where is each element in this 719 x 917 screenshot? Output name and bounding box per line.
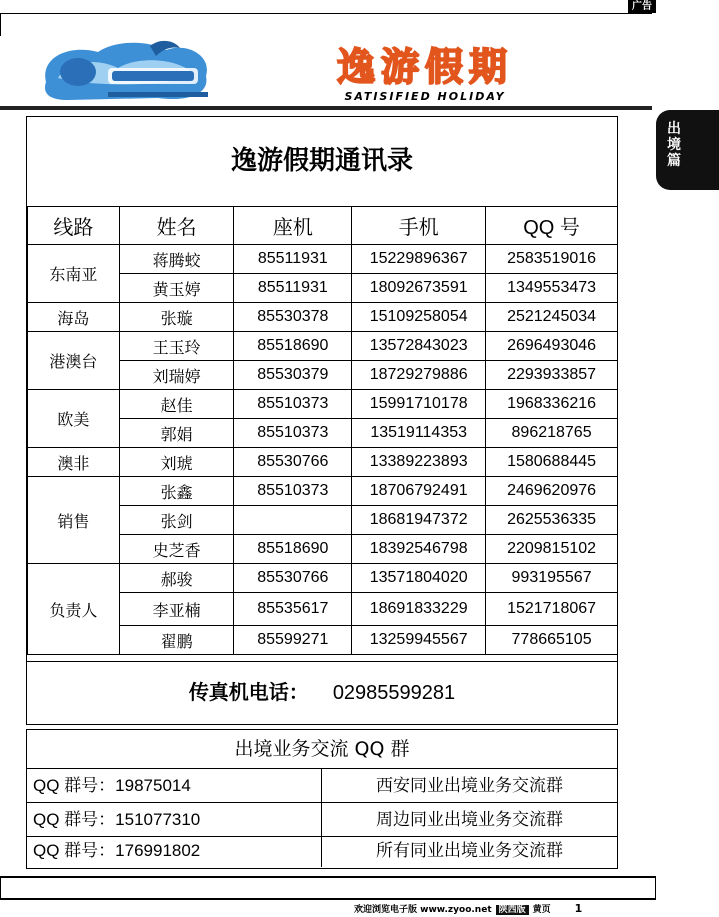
landline-cell: 85599271 — [234, 626, 352, 655]
route-cell: 负责人 — [28, 564, 120, 655]
table-row — [28, 564, 618, 593]
table-row — [28, 390, 618, 419]
col-header: 座机 — [234, 207, 352, 245]
col-header: 线路 — [28, 207, 120, 245]
route-cell: 港澳台 — [28, 332, 120, 390]
qq-cell: 2521245034 — [486, 303, 618, 332]
directory-table — [27, 206, 618, 655]
mobile-cell: 15991710178 — [352, 390, 486, 419]
name-cell: 翟鹏 — [119, 626, 234, 655]
qq-group-name: 周边同业出境业务交流群 — [376, 810, 563, 829]
footer-site-text: 欢迎浏览电子版 www.zyoo.net — [354, 905, 492, 915]
col-header: 姓名 — [119, 207, 234, 245]
mobile-cell: 13571804020 — [352, 564, 486, 593]
mobile-cell: 13259945567 — [352, 626, 486, 655]
table-row — [28, 303, 618, 332]
edition-badge: 陕西版 — [496, 905, 529, 915]
qq-cell: 2469620976 — [486, 477, 618, 506]
landline-cell: 85511931 — [234, 245, 352, 274]
table-row — [28, 245, 618, 274]
mobile-cell: 13389223893 — [352, 448, 486, 477]
col-header: 手机 — [352, 207, 486, 245]
brand-slogan: SATISIFIED HOLIDAY — [344, 90, 506, 103]
landline-cell: 85530379 — [234, 361, 352, 390]
table-header-row — [28, 207, 618, 245]
name-cell: 李亚楠 — [119, 593, 234, 626]
landline-cell: 85518690 — [234, 332, 352, 361]
route-cell: 东南亚 — [28, 245, 120, 303]
fax-line — [27, 661, 617, 725]
qq-group-name: 西安同业出境业务交流群 — [376, 776, 563, 795]
name-cell: 张鑫 — [119, 477, 234, 506]
section-label: 黄页 — [532, 905, 551, 915]
page-footer — [354, 902, 582, 916]
route-cell: 欧美 — [28, 390, 120, 448]
qq-cell: 2625536335 — [486, 506, 618, 535]
qq-cell: 1521718067 — [486, 593, 618, 626]
landline-cell: 85530766 — [234, 564, 352, 593]
route-cell: 澳非 — [28, 448, 120, 477]
col-header: QQ 号 — [486, 207, 618, 245]
qq-group-number: QQ 群号：19875014 — [27, 769, 322, 802]
fax-number: 02985599281 — [332, 682, 456, 704]
name-cell: 郝骏 — [119, 564, 234, 593]
section-tab — [656, 110, 719, 190]
qq-cell: 2209815102 — [486, 535, 618, 564]
qq-cell: 1580688445 — [486, 448, 618, 477]
route-cell: 销售 — [28, 477, 120, 564]
qq-group-row — [27, 803, 617, 837]
table-row — [28, 332, 618, 361]
footer-border-right — [655, 876, 656, 898]
name-cell: 刘琥 — [119, 448, 234, 477]
qq-cell: 1968336216 — [486, 390, 618, 419]
footer-rule-top — [0, 876, 656, 878]
fax-label: 传真机电话： — [188, 680, 309, 704]
directory-box — [26, 116, 618, 725]
header-rule — [0, 106, 652, 110]
name-cell: 赵佳 — [119, 390, 234, 419]
directory-title: 逸游假期通讯录 — [230, 146, 413, 176]
name-cell: 黄玉婷 — [119, 274, 234, 303]
landline-cell: 85510373 — [234, 477, 352, 506]
qq-cell: 2583519016 — [486, 245, 618, 274]
name-cell: 蒋腾蛟 — [119, 245, 234, 274]
name-cell: 史芝香 — [119, 535, 234, 564]
footer-rule-bottom — [0, 898, 656, 900]
top-rule — [0, 13, 652, 14]
mobile-cell: 18706792491 — [352, 477, 486, 506]
logo-badge-icon — [38, 38, 214, 104]
qq-cell: 2293933857 — [486, 361, 618, 390]
qq-cell: 993195567 — [486, 564, 618, 593]
qq-cell: 778665105 — [486, 626, 618, 655]
landline-cell: 85530378 — [234, 303, 352, 332]
ad-tag: 广告 — [628, 0, 656, 13]
landline-cell — [234, 506, 352, 535]
qq-cell: 896218765 — [486, 419, 618, 448]
name-cell: 张剑 — [119, 506, 234, 535]
qq-group-number: QQ 群号：176991802 — [27, 834, 322, 867]
qq-group-row — [27, 769, 617, 803]
mobile-cell: 18392546798 — [352, 535, 486, 564]
name-cell: 刘瑞婷 — [119, 361, 234, 390]
qq-cell: 1349553473 — [486, 274, 618, 303]
page-number: 1 — [574, 902, 583, 915]
brand-name: 逸游假期 — [336, 44, 513, 89]
name-cell: 王玉玲 — [119, 332, 234, 361]
qq-cell: 2696493046 — [486, 332, 618, 361]
footer-border-left — [0, 878, 1, 898]
qq-group-number: QQ 群号：151077310 — [27, 803, 322, 836]
landline-cell: 85511931 — [234, 274, 352, 303]
brand-logo — [238, 44, 612, 102]
table-row — [28, 477, 618, 506]
mobile-cell: 15109258054 — [352, 303, 486, 332]
mobile-cell: 18729279886 — [352, 361, 486, 390]
left-border-tick — [0, 14, 1, 36]
mobile-cell: 18681947372 — [352, 506, 486, 535]
mobile-cell: 13519114353 — [352, 419, 486, 448]
mobile-cell: 13572843023 — [352, 332, 486, 361]
landline-cell: 85510373 — [234, 419, 352, 448]
mobile-cell: 18092673591 — [352, 274, 486, 303]
qq-group-row — [27, 834, 617, 867]
qq-groups-title: 出境业务交流 QQ 群 — [27, 730, 617, 769]
name-cell: 张璇 — [119, 303, 234, 332]
section-tab-char: 篇 — [667, 153, 681, 169]
mobile-cell: 15229896367 — [352, 245, 486, 274]
table-row — [28, 448, 618, 477]
landline-cell: 85510373 — [234, 390, 352, 419]
name-cell: 郭娟 — [119, 419, 234, 448]
qq-group-name: 所有同业出境业务交流群 — [376, 841, 563, 860]
landline-cell: 85535617 — [234, 593, 352, 626]
landline-cell: 85518690 — [234, 535, 352, 564]
landline-cell: 85530766 — [234, 448, 352, 477]
qq-groups-box — [26, 729, 618, 869]
mobile-cell: 18691833229 — [352, 593, 486, 626]
section-tab-char: 出 — [667, 121, 681, 137]
route-cell: 海岛 — [28, 303, 120, 332]
section-tab-char: 境 — [667, 137, 681, 153]
